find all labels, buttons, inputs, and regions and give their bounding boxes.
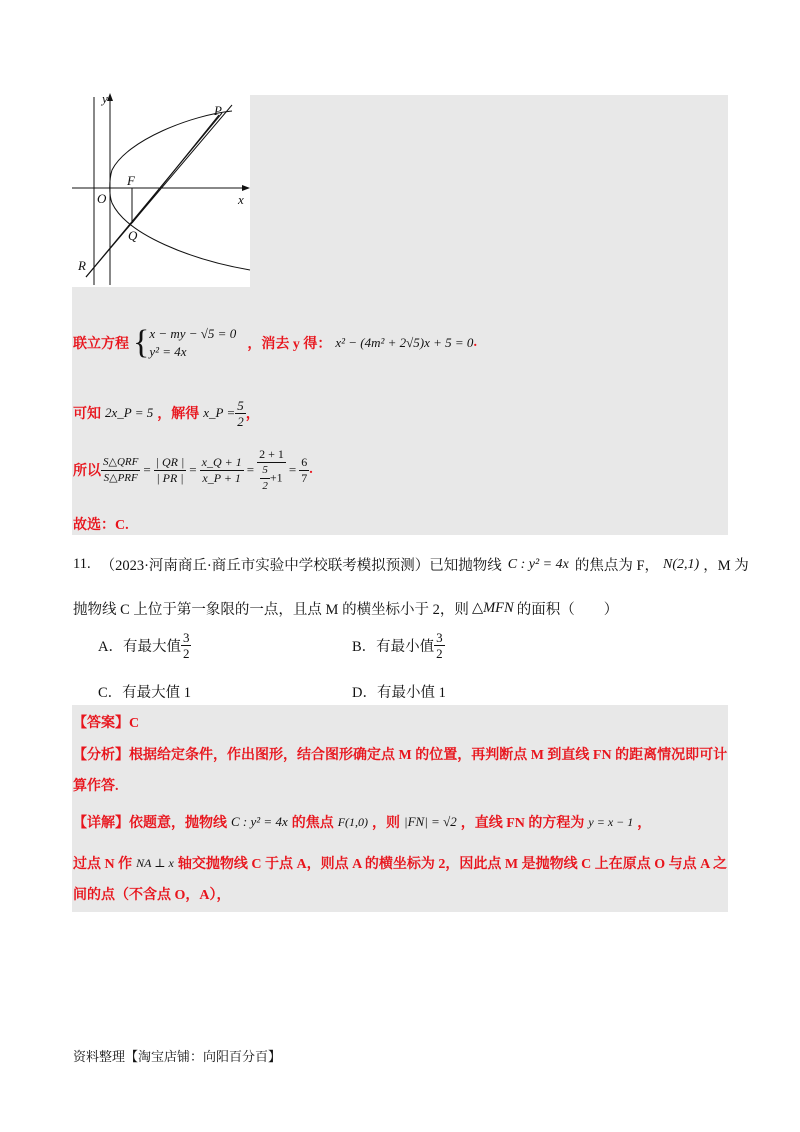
n-num: 2 + 1 xyxy=(259,446,284,461)
detail-eq: y = x − 1 xyxy=(588,814,634,829)
detail-prefix: 【详解】依题意，抛物线 xyxy=(73,816,227,831)
option-a-den: 2 xyxy=(182,646,190,661)
question-focus: 的焦点为 F， xyxy=(574,558,660,574)
system-eq1: x − my − √5 = 0 xyxy=(149,326,237,341)
n-den-c: +1 xyxy=(269,469,283,484)
detail-end: ， xyxy=(637,816,652,831)
detail-f: F(1,0) xyxy=(337,814,369,829)
detail-line-2 xyxy=(73,853,727,873)
question-m: ，M 为 xyxy=(703,558,749,574)
label-y: y xyxy=(102,91,108,106)
label-x: x xyxy=(238,192,244,207)
qr-num: | QR | xyxy=(155,454,185,469)
result-frac xyxy=(299,455,309,486)
question-line2-end: 的面积（ ） xyxy=(516,602,619,618)
line1-prefix: 联立方程 xyxy=(73,337,129,352)
line1-eq: x² − (4m² + 2√5)x + 5 = 0 xyxy=(335,335,474,350)
system-eq2: y² = 4x xyxy=(149,344,187,359)
result-den: 7 xyxy=(301,470,308,485)
detail-fn: |FN| = √2 xyxy=(404,814,457,829)
system-brace: { xyxy=(133,324,150,361)
question-line2: 抛物线 C 上位于第一象限的一点，且点 M 的横坐标小于 2，则 xyxy=(73,602,469,618)
option-a-label: A．有最大值 xyxy=(98,639,181,655)
line3-prefix: 所以 xyxy=(73,464,101,479)
x-num: x_Q + 1 xyxy=(201,454,242,469)
ratio-num: S△QRF xyxy=(101,455,140,471)
label-Q: Q xyxy=(128,228,138,243)
label-R: R xyxy=(78,258,86,273)
question-source: （2023·河南商丘·商丘市实验中学校联考模拟预测）已知抛物线 xyxy=(100,558,502,574)
detail2-b: 轴交抛物线 C 于点 A，则点 A 的横坐标为 2，因此点 M 是抛物线 C 上在原点 O 与点 A 之 xyxy=(177,857,727,872)
line2-frac-den: 2 xyxy=(237,413,244,429)
option-a[interactable] xyxy=(98,630,191,661)
ratio-frac xyxy=(101,455,140,486)
n-den xyxy=(257,463,286,494)
prev-choice: 故选：C. xyxy=(73,518,129,533)
detail-line-1 xyxy=(73,804,651,840)
detail-line-3: 间的点（不含点 O，A）， xyxy=(73,888,231,903)
detail-line: ，直线 FN 的方程为 xyxy=(460,816,585,831)
page-footer: 资料整理【淘宝店铺：向阳百分百】 xyxy=(73,1050,282,1065)
question-triangle: △MFN xyxy=(471,600,514,616)
option-b-num: 3 xyxy=(436,630,443,645)
option-b-frac xyxy=(434,630,445,661)
option-a-num: 3 xyxy=(182,630,190,645)
solution-line-2 xyxy=(73,393,260,433)
answer-line: 【答案】C xyxy=(73,716,140,731)
line2-frac-num: 5 xyxy=(237,397,244,413)
question-number: 11. xyxy=(73,556,91,572)
option-b[interactable] xyxy=(352,630,445,661)
option-a-frac xyxy=(181,630,192,661)
question-line-2 xyxy=(73,598,618,619)
option-b-label: B．有最小值 xyxy=(352,639,435,655)
analysis-line-1: 【分析】根据给定条件，作出图形，结合图形确定点 M 的位置，再判断点 M 到直线 FN 的距离情况即可计 xyxy=(73,748,728,763)
line2-xp: x_P = xyxy=(203,405,236,420)
result-num: 6 xyxy=(301,454,308,469)
solution-line-3: 所以 $\frac{\text{S△QRF}}{\text{S△PRF}}$ = $\frac{| QR |}{| PR |}$ = $\frac{x\_Q + 1}{x\_P + 1}$ = 2 + 1 $\frac{5}{2}$ +1 = $\frac{6}{7}$ . xyxy=(73,446,313,492)
option-b-den: 2 xyxy=(436,646,443,661)
option-c[interactable]: C．有最大值 1 xyxy=(98,685,192,701)
line2-frac xyxy=(235,398,246,429)
detail2-perp: NA ⊥ x xyxy=(136,855,174,870)
ratio-den: S△PRF xyxy=(103,471,138,484)
solution-line-1 xyxy=(73,321,477,365)
system xyxy=(149,325,247,361)
detail-curve: C : y² = 4x xyxy=(231,814,288,829)
line2-mid: ，解得 xyxy=(157,407,200,422)
label-P: P xyxy=(214,103,222,118)
parabola-figure xyxy=(72,85,252,290)
line2-eq: 2x_P = 5 xyxy=(105,405,154,420)
line1-end: . xyxy=(473,335,477,350)
n-den-a: 5 xyxy=(260,463,270,479)
question-line-1 xyxy=(73,554,749,575)
detail-then: ，则 xyxy=(372,816,401,831)
n-den-b: 2 xyxy=(262,479,268,492)
line2-prefix: 可知 xyxy=(73,407,101,422)
x-den: x_P + 1 xyxy=(202,470,241,485)
qr-frac xyxy=(154,455,187,486)
detail-focus: 的焦点 xyxy=(291,816,334,831)
x-frac xyxy=(200,455,244,486)
question-curve: C : y² = 4x xyxy=(507,556,569,572)
line1-mid: ，消去 y 得： xyxy=(247,337,332,352)
n-frac xyxy=(257,447,286,494)
label-O: O xyxy=(97,191,107,206)
line2-end: ， xyxy=(245,407,260,422)
analysis-line-2: 算作答. xyxy=(73,779,119,794)
label-F: F xyxy=(127,173,135,188)
option-d[interactable]: D．有最小值 1 xyxy=(352,685,446,701)
qr-den: | PR | xyxy=(156,470,184,485)
line3-end: . xyxy=(309,462,313,477)
question-point-n: N(2,1) xyxy=(663,556,700,572)
detail2-a: 过点 N 作 xyxy=(73,857,133,872)
